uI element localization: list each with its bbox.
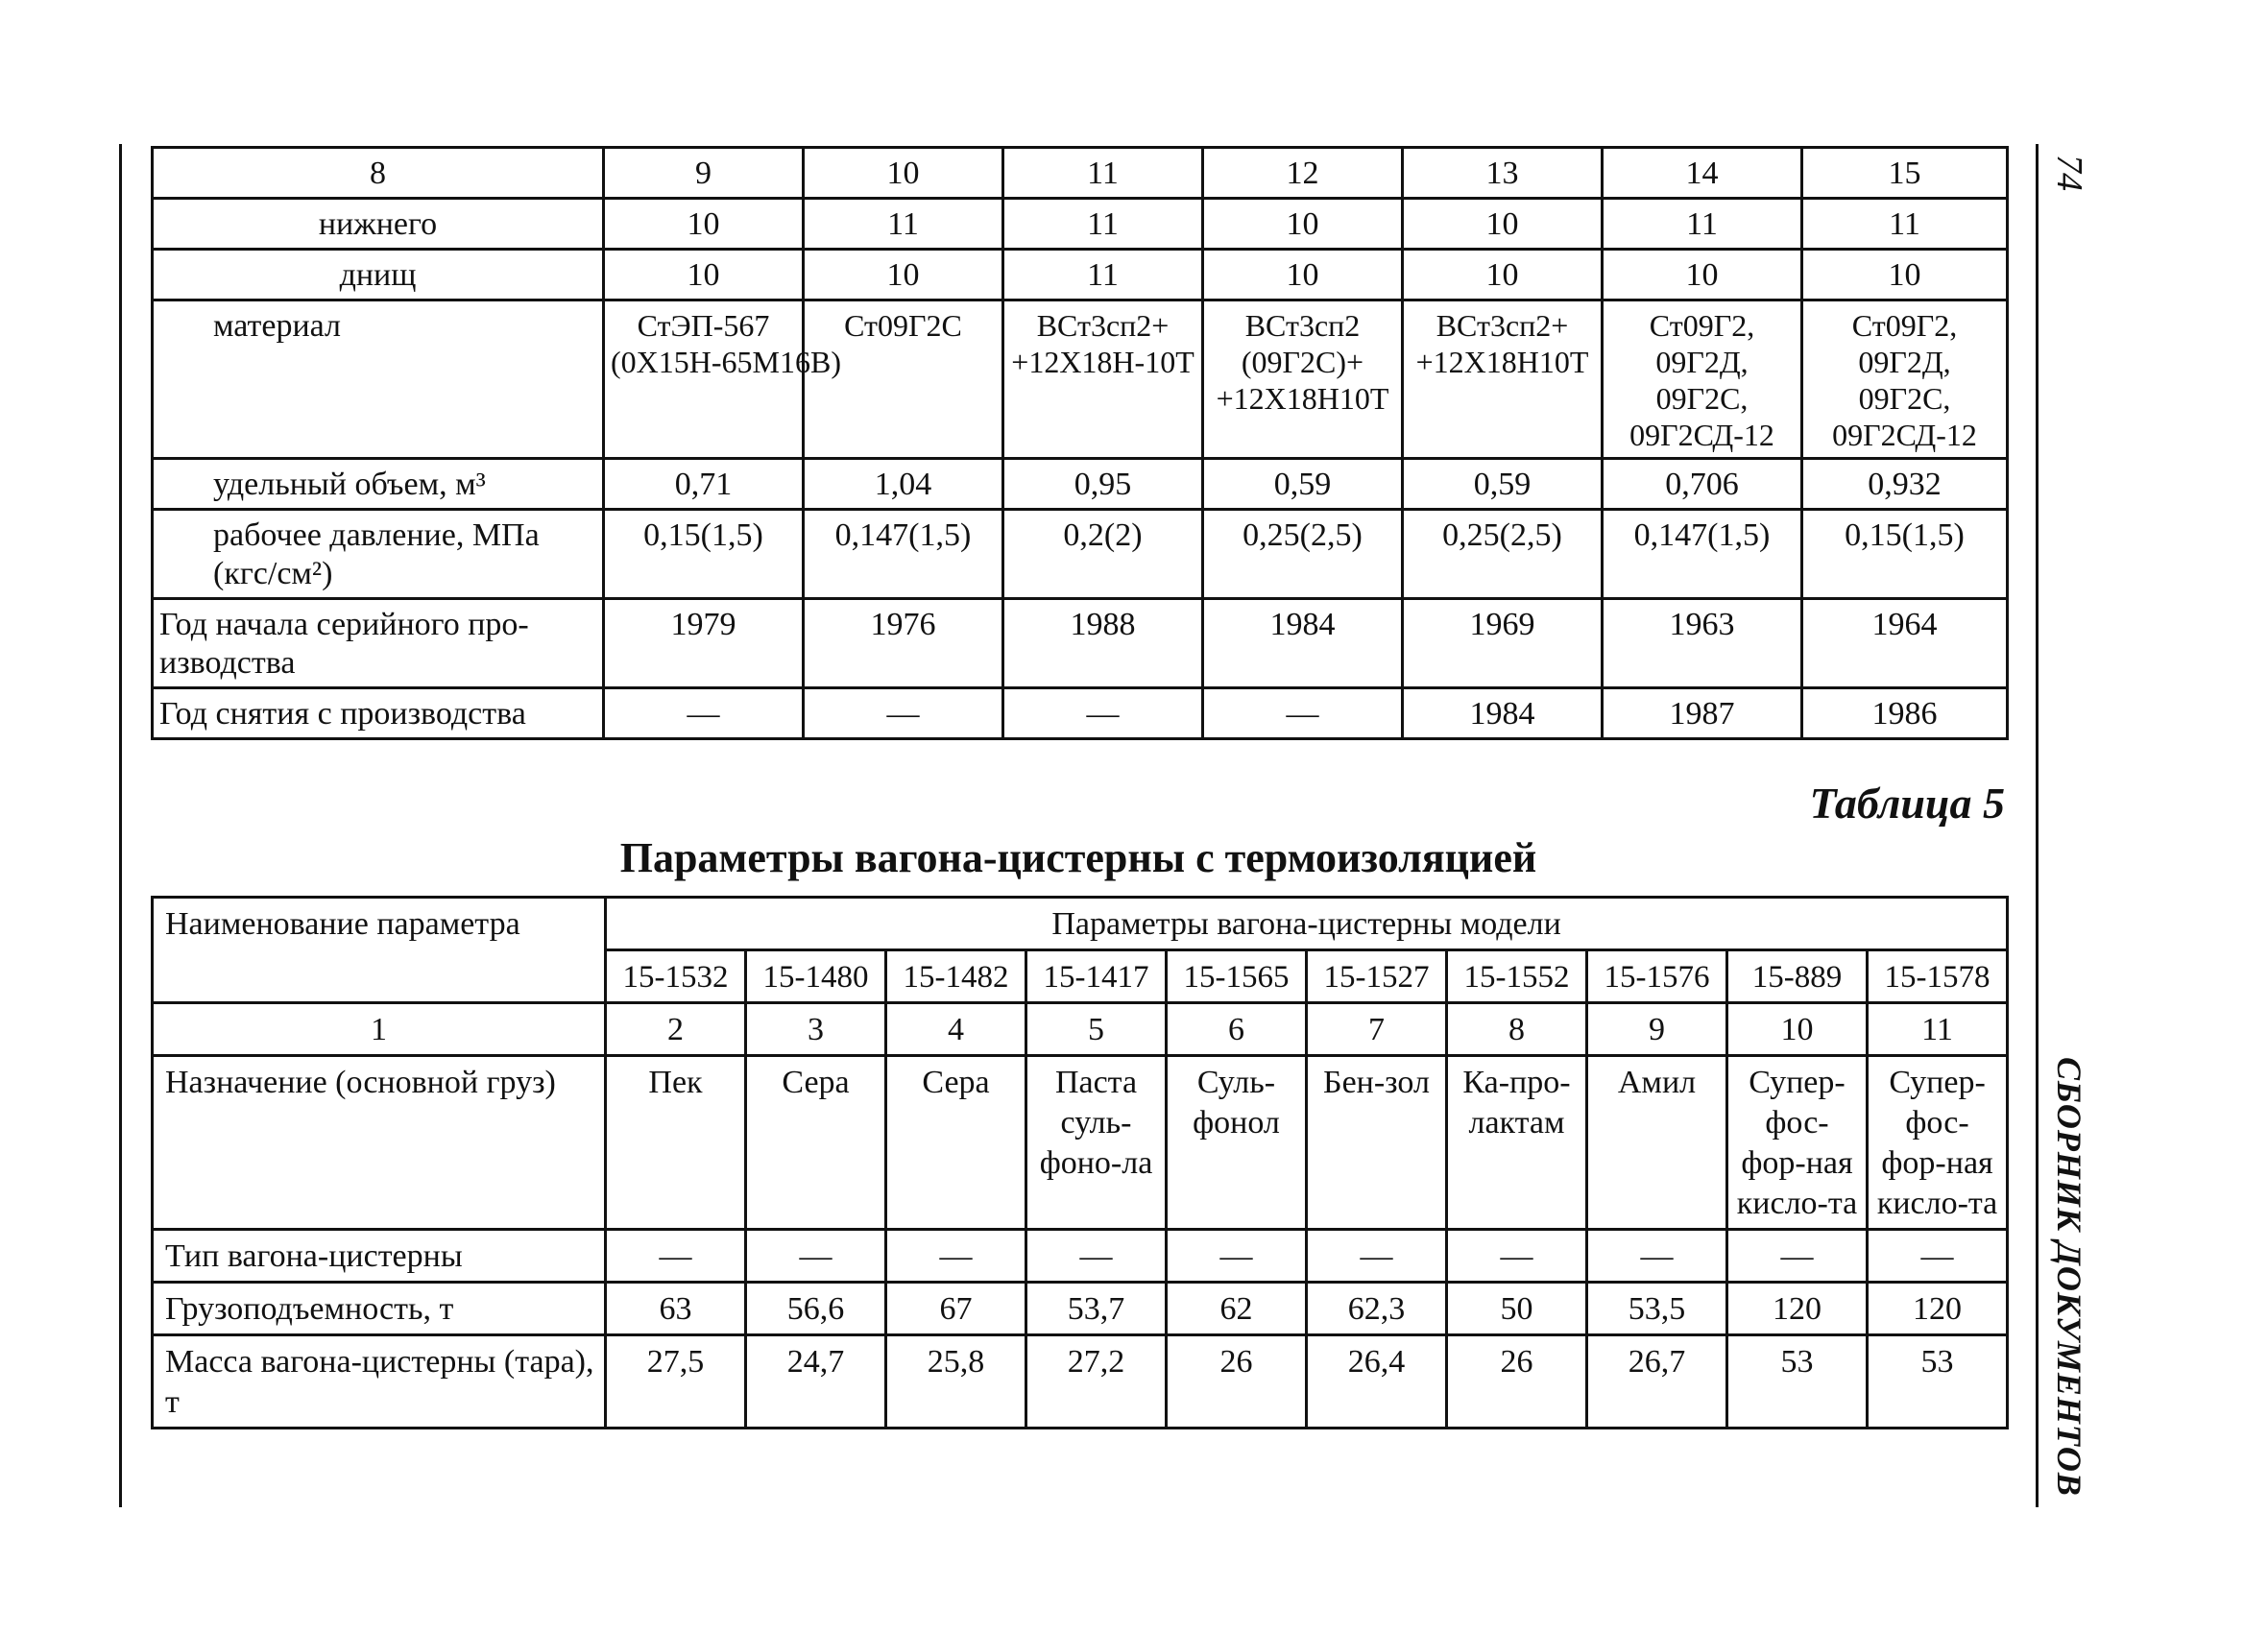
table-cell: Ка-про-лактам	[1447, 1056, 1587, 1230]
header-param-name: Наименование параметра	[153, 898, 606, 1003]
table-cell: 53,7	[1026, 1283, 1167, 1335]
table-cell: 11	[1003, 199, 1203, 250]
column-number-cell: 9	[1587, 1003, 1727, 1056]
row-label: рабочее давление, МПа (кгс/см²)	[153, 510, 604, 599]
table-cell: —	[1167, 1230, 1307, 1283]
table-cell: 26	[1447, 1335, 1587, 1429]
table-cell: 0,59	[1403, 459, 1603, 510]
table-5	[151, 896, 2009, 1429]
table-cell: 62,3	[1307, 1283, 1447, 1335]
table-cell: 26	[1167, 1335, 1307, 1429]
right-margin-rule	[2036, 144, 2039, 1507]
column-number-cell: 7	[1307, 1003, 1447, 1056]
left-margin-rule	[119, 144, 122, 1507]
table-cell: 11	[804, 199, 1003, 250]
table-cell: 10	[604, 250, 804, 300]
table-cell: 27,2	[1026, 1335, 1167, 1429]
table-cell: 27,5	[606, 1335, 746, 1429]
table-cell: 26,7	[1587, 1335, 1727, 1429]
table-cell: 0,932	[1802, 459, 2008, 510]
table-cell: Супер-фос-фор-ная кисло-та	[1868, 1056, 2008, 1230]
table-cell: 0,15(1,5)	[604, 510, 804, 599]
column-number-cell: 8	[1447, 1003, 1587, 1056]
table-cell: 0,147(1,5)	[1603, 510, 1802, 599]
model-header-cell: 15-1532	[606, 950, 746, 1003]
table-5-title: Параметры вагона-цистерны с термоизоляцией	[619, 834, 1537, 881]
table-row	[153, 199, 2008, 250]
model-header-cell: 15-1576	[1587, 950, 1727, 1003]
table-cell: —	[804, 688, 1003, 739]
row-label: нижнего	[153, 199, 604, 250]
table-cell: —	[746, 1230, 886, 1283]
table-cell: 63	[606, 1283, 746, 1335]
table-cell: 15	[1802, 148, 2008, 199]
model-header-cell: 15-1527	[1307, 950, 1447, 1003]
table-cell: 1,04	[804, 459, 1003, 510]
table-cell: 25,8	[886, 1335, 1026, 1429]
table-cell: 11	[1603, 199, 1802, 250]
model-header-cell: 15-889	[1727, 950, 1868, 1003]
table-cell: 62	[1167, 1283, 1307, 1335]
table-5-number-row	[153, 1003, 2008, 1056]
table-cell: —	[604, 688, 804, 739]
table-cell: 67	[886, 1283, 1026, 1335]
table-cell: 10	[1403, 199, 1603, 250]
table-cell: Сера	[746, 1056, 886, 1230]
table-cell: 13	[1403, 148, 1603, 199]
table-cell: 1964	[1802, 599, 2008, 688]
column-number-cell: 2	[606, 1003, 746, 1056]
table-cell: —	[1307, 1230, 1447, 1283]
table-row	[153, 250, 2008, 300]
table-cell: —	[1447, 1230, 1587, 1283]
table-cell: Супер-фос-фор-ная кисло-та	[1727, 1056, 1868, 1230]
column-number-cell: 10	[1727, 1003, 1868, 1056]
row-label: Год начала серийного про-изводства	[153, 599, 604, 688]
table-row	[153, 688, 2008, 739]
table-cell: —	[886, 1230, 1026, 1283]
table-cell: ВСт3сп2+ +12Х18Н10Т	[1403, 300, 1603, 459]
table-cell: 14	[1603, 148, 1802, 199]
table-cell: 1976	[804, 599, 1003, 688]
table-cell: 1963	[1603, 599, 1802, 688]
table-cell: 11	[1802, 199, 2008, 250]
table-cell: 53,5	[1587, 1283, 1727, 1335]
table-cell: 10	[604, 199, 804, 250]
table-cell: —	[1868, 1230, 2008, 1283]
table-cell: 1979	[604, 599, 804, 688]
table-cell: —	[1203, 688, 1403, 739]
table-cell: 0,706	[1603, 459, 1802, 510]
table-row	[153, 510, 2008, 599]
model-header-cell: 15-1480	[746, 950, 886, 1003]
table-cell: —	[1587, 1230, 1727, 1283]
page-number: 74	[2049, 155, 2089, 191]
table-cell: 0,15(1,5)	[1802, 510, 2008, 599]
row-label: материал	[153, 300, 604, 459]
table-cell: 10	[804, 148, 1003, 199]
table-cell: Суль-фонол	[1167, 1056, 1307, 1230]
table-cell: Бен-зол	[1307, 1056, 1447, 1230]
table-5-label: Таблица 5	[1809, 779, 2005, 828]
table-cell: Ст09Г2, 09Г2Д, 09Г2С, 09Г2СД-12	[1802, 300, 2008, 459]
row-label: Год снятия с производства	[153, 688, 604, 739]
table-row	[153, 459, 2008, 510]
table-row	[153, 1335, 2008, 1429]
column-number-cell: 11	[1868, 1003, 2008, 1056]
row-label: Назначение (основной груз)	[153, 1056, 606, 1230]
table-cell: ВСт3сп2 (09Г2С)+ +12Х18Н10Т	[1203, 300, 1403, 459]
table-row	[153, 1230, 2008, 1283]
table-cell: 1986	[1802, 688, 2008, 739]
table-cell: 10	[1603, 250, 1802, 300]
table-row	[153, 300, 2008, 459]
table-cell: 10	[1403, 250, 1603, 300]
model-header-cell: 15-1482	[886, 950, 1026, 1003]
table-cell: Ст09Г2С	[804, 300, 1003, 459]
table-cell: 10	[804, 250, 1003, 300]
table-cell: —	[1727, 1230, 1868, 1283]
column-number-cell: 5	[1026, 1003, 1167, 1056]
table-cell: 26,4	[1307, 1335, 1447, 1429]
model-header-cell: 15-1578	[1868, 950, 2008, 1003]
table-cell: 1969	[1403, 599, 1603, 688]
collection-title: СБОРНИК ДОКУМЕНТОВ	[2050, 1057, 2088, 1497]
row-label: Грузоподъемность, т	[153, 1283, 606, 1335]
table-cell: —	[1026, 1230, 1167, 1283]
table-row	[153, 1283, 2008, 1335]
table-cell: Паста суль-фоно-ла	[1026, 1056, 1167, 1230]
table-cell: —	[606, 1230, 746, 1283]
side-header	[2045, 144, 2093, 1507]
column-number-cell: 4	[886, 1003, 1026, 1056]
table-cell: СтЭП-567 (0Х15Н-65М16В)	[604, 300, 804, 459]
table-cell: 53	[1727, 1335, 1868, 1429]
table-cell: Ст09Г2, 09Г2Д, 09Г2С, 09Г2СД-12	[1603, 300, 1802, 459]
table-cell: 11	[1003, 250, 1203, 300]
table-cell: 24,7	[746, 1335, 886, 1429]
column-number-cell: 1	[153, 1003, 606, 1056]
table-cell: 0,2(2)	[1003, 510, 1203, 599]
table-cell: 50	[1447, 1283, 1587, 1335]
table-cell: 0,95	[1003, 459, 1203, 510]
table-cell: 12	[1203, 148, 1403, 199]
table-cell: 120	[1727, 1283, 1868, 1335]
table-row	[153, 1056, 2008, 1230]
table-row	[153, 148, 2008, 199]
table-cell: 1984	[1203, 599, 1403, 688]
table-cell: Сера	[886, 1056, 1026, 1230]
table-cell: 1988	[1003, 599, 1203, 688]
table-cell: 0,59	[1203, 459, 1403, 510]
table-cell: 56,6	[746, 1283, 886, 1335]
table-4-continuation	[151, 146, 2009, 740]
model-header-cell: 15-1552	[1447, 950, 1587, 1003]
row-label: 8	[153, 148, 604, 199]
header-models-span: Параметры вагона-цистерны модели	[606, 898, 2008, 950]
column-number-cell: 6	[1167, 1003, 1307, 1056]
model-header-cell: 15-1417	[1026, 950, 1167, 1003]
table-cell: 10	[1203, 199, 1403, 250]
table-cell: 11	[1003, 148, 1203, 199]
table-cell: 0,25(2,5)	[1403, 510, 1603, 599]
row-label: удельный объем, м³	[153, 459, 604, 510]
row-label: днищ	[153, 250, 604, 300]
table-row	[153, 599, 2008, 688]
table-cell: —	[1003, 688, 1203, 739]
table-cell: 1987	[1603, 688, 1802, 739]
table-cell: 0,25(2,5)	[1203, 510, 1403, 599]
table-cell: 53	[1868, 1335, 2008, 1429]
row-label: Масса вагона-цистерны (тара), т	[153, 1335, 606, 1429]
table-cell: 10	[1802, 250, 2008, 300]
table-cell: ВСт3сп2+ +12Х18Н-10Т	[1003, 300, 1203, 459]
column-number-cell: 3	[746, 1003, 886, 1056]
table-cell: 0,147(1,5)	[804, 510, 1003, 599]
table-5-header-row	[153, 898, 2008, 950]
row-label: Тип вагона-цистерны	[153, 1230, 606, 1283]
model-header-cell: 15-1565	[1167, 950, 1307, 1003]
table-cell: 120	[1868, 1283, 2008, 1335]
table-cell: Пек	[606, 1056, 746, 1230]
table-cell: Амил	[1587, 1056, 1727, 1230]
table-cell: 1984	[1403, 688, 1603, 739]
table-cell: 0,71	[604, 459, 804, 510]
table-cell: 10	[1203, 250, 1403, 300]
table-cell: 9	[604, 148, 804, 199]
